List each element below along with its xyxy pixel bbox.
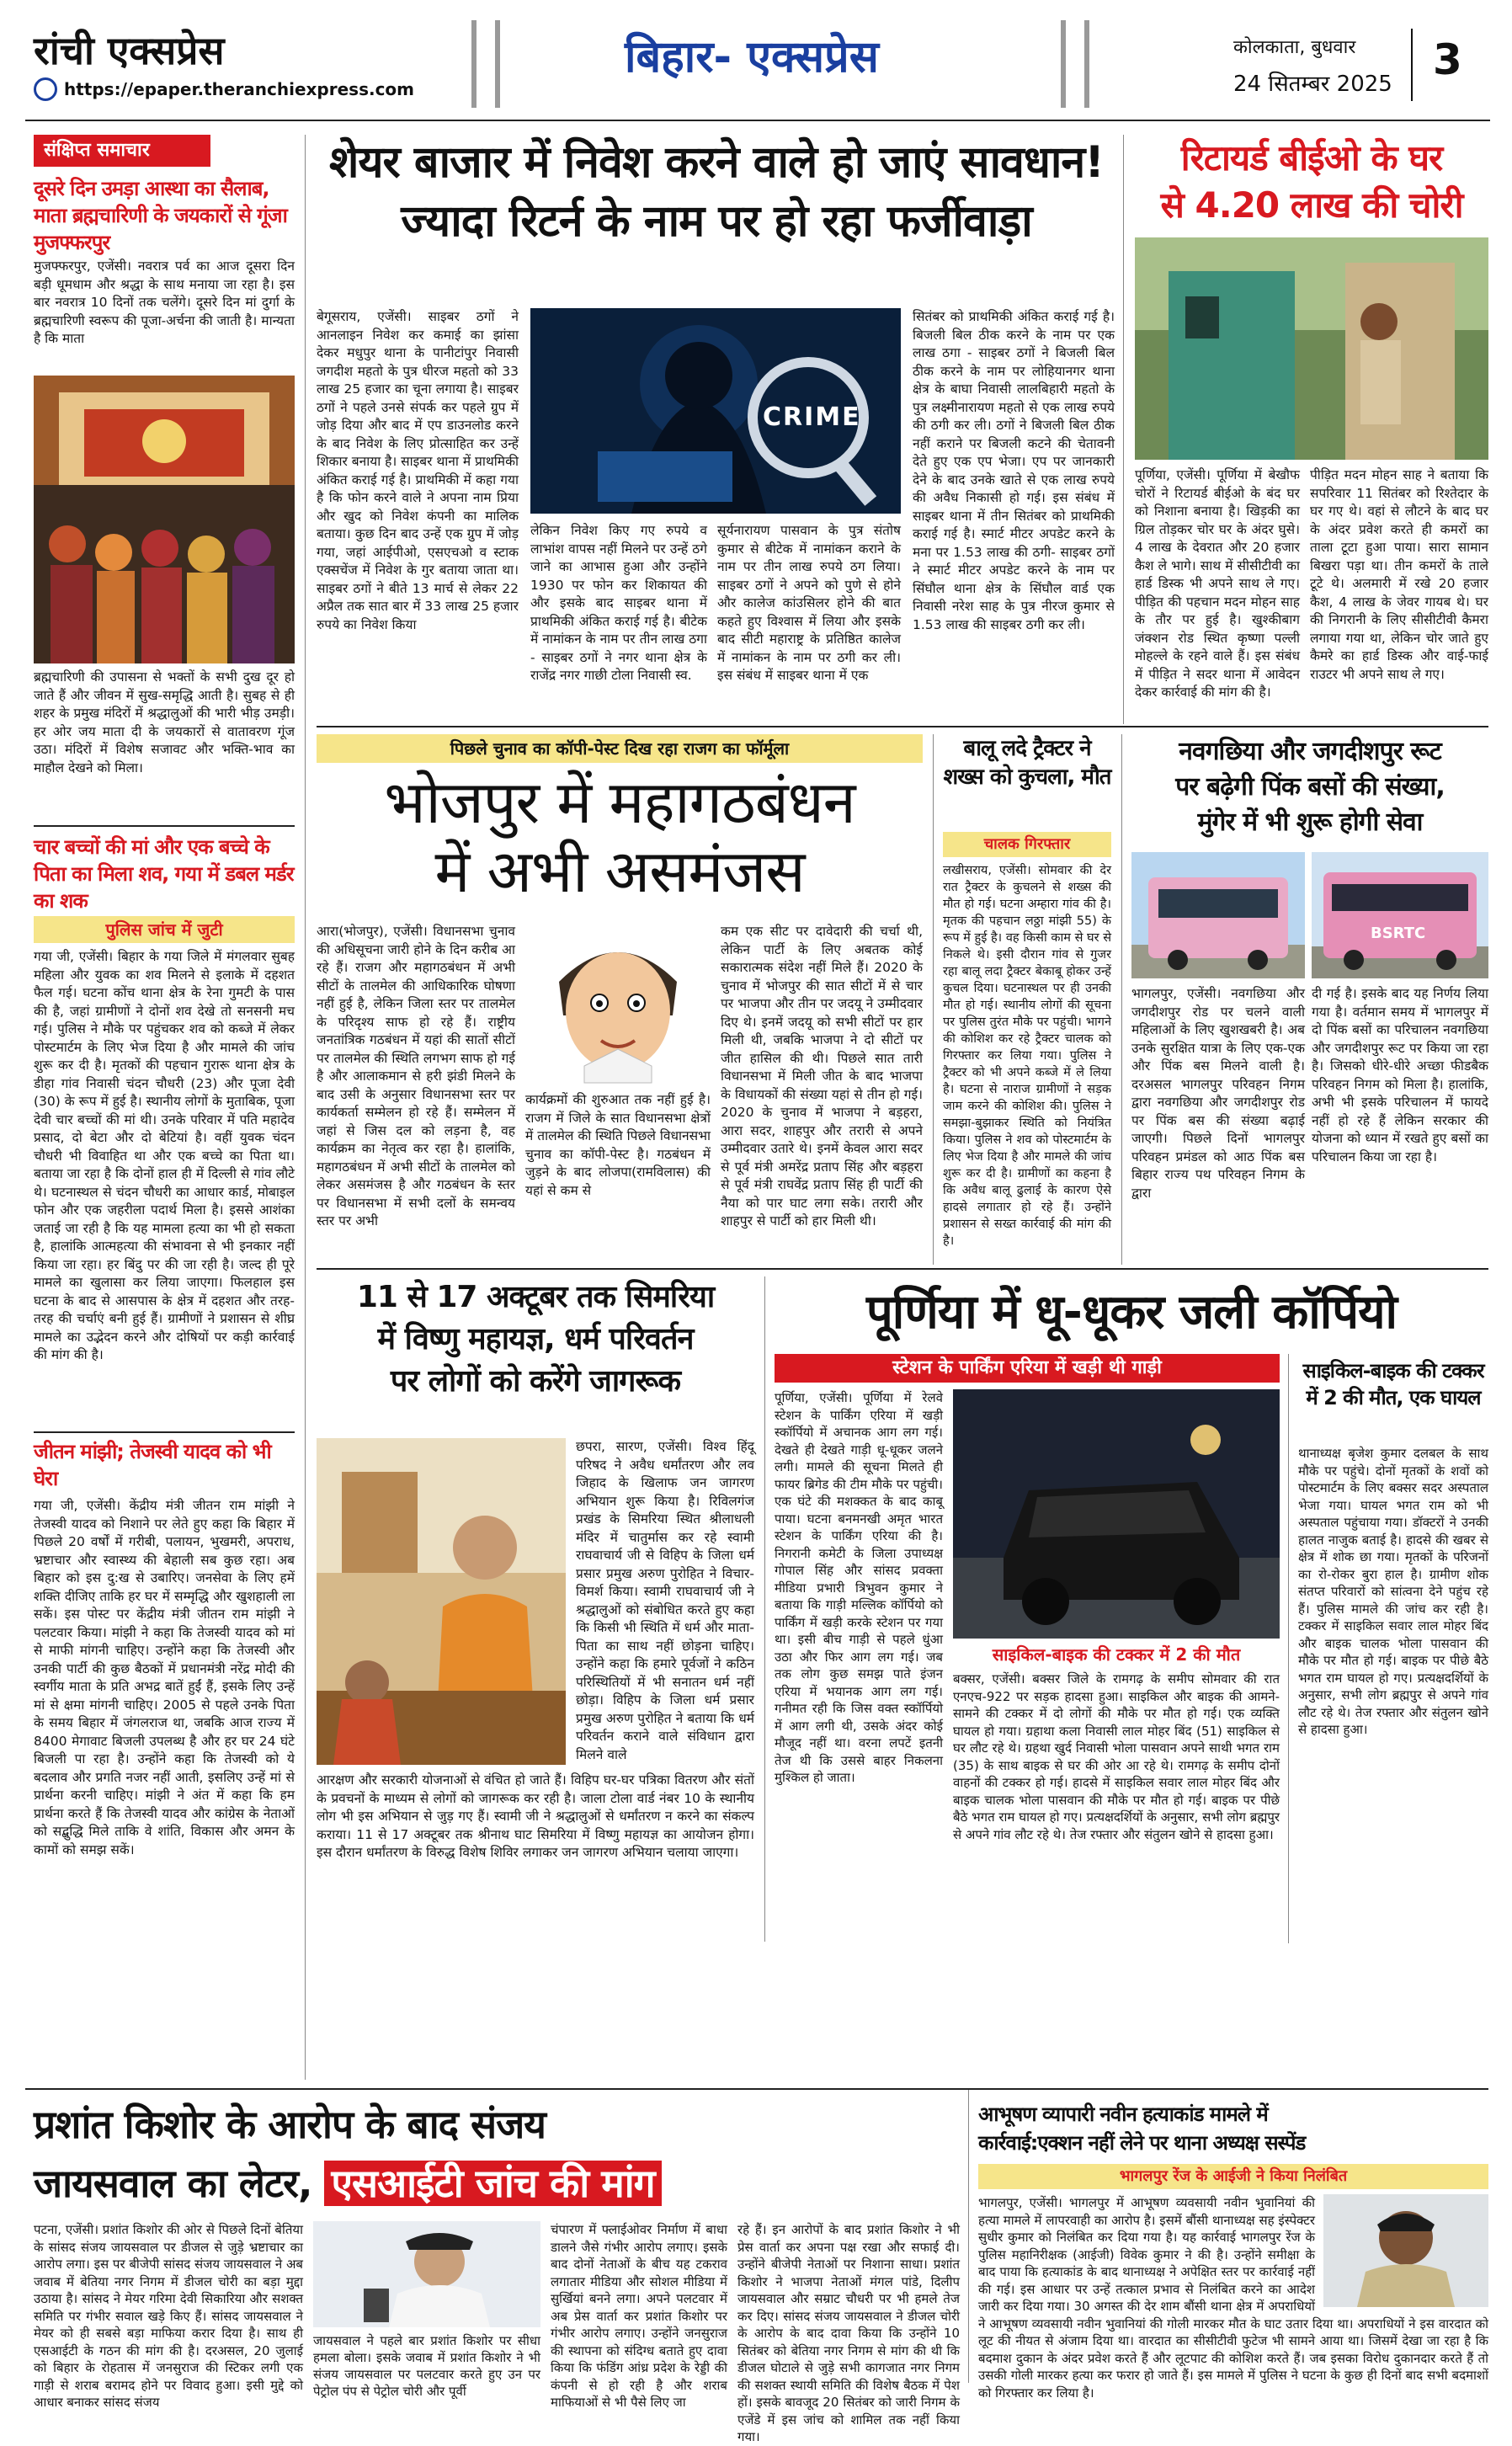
- brief-3-title: जीतन मांझी; तेजस्वी यादव को भी घेरा: [34, 1440, 271, 1490]
- tractor-tag: चालक गिरफ्तार: [943, 832, 1111, 857]
- brief-label: संक्षिप्त समाचार: [34, 135, 210, 167]
- brief-3-body: गया जी, एजेंसी। केंद्रीय मंत्री जीतन राम मांझी ने तेजस्वी यादव को निशाने पर लेते हुए कहा कि बिहार में पिछले 20 वर्षों में गरीबी, पलायन, भुखमरी, अपराध, भ्रष्टाचार और स्वास्थ्य की बेहाली सब कुछ रहा। अब बिहार को इस दु:ख से उबारिए। जनसेवा के लिए हमें शक्ति दीजिए ताकि हर घर में सम्मृद्धि और खुशहाली ला सकें। इस पोस्ट पर केंद्रीय मंत्री जीतन राम मांझी ने पलटवार किया। मांझी ने कहा कि तेजस्वी यादव को मां से माफी मांगनी चाहिए। उन्होंने कहा कि तेजस्वी और उनकी पार्टी की कुछ बैठकों में प्रधानमंत्री नरेंद्र मोदी की स्वर्गीय माता के प्रति अभद्र बातें हुईं हैं, इसके लिए उन्हें मां से क्षमा मांगनी चाहिए। 2005 से पहले उनके पिता के समय बिहार में जंगलराज था, जबकि आज राज्य में 8400 मेगावाट बिजली उपलब्ध है और हर घर 24 घंटे बिजली पा रहा है। उन्होंने कहा कि तेजस्वी को ये बदलाव और प्रगति नजर नहीं आती, इसलिए उन्हें मां से प्रार्थना करनी चाहिए। मांझी ने अंत में कहा कि हम प्रार्थना करते हैं कि तेजस्वी यादव और कांग्रेस के नेताओं को सद्बुद्धि मिले ताकि वे शांति, विकास और अमन के कामों को समझ सकें।: [34, 1498, 295, 1857]
- purnia-body: पूर्णिया, एजेंसी। पूर्णिया में रेलवे स्टेशन के पार्किंग एरिया में खड़ी स्कॉर्पियो में अचानक आग लग गई। देखते ही देखते गाड़ी धू-धूकर जलने लगी। मामले की सूचना मिलते ही फायर ब्रिगेड की टीम मौके पर पहुंची। एक घंटे की मशक्कत के बाद काबू पाया। घटना बनमनखी अमृत भारत स्टेशन के पार्किंग एरिया की है। निगरानी कमेटी के जिला उपाध्यक्ष गोपाल सिंह और सांसद प्रवक्ता मीडिया प्रभारी त्रिभुवन कुमार ने बताया कि गाड़ी मल्लिक कॉर्पियो को पार्किंग में खड़ी करके स्टेशन पर गया था। इसी बीच गाड़ी से पहले धुंआ उठा और फिर आग लग गई। जब तक लोग कुछ समझ पाते इंजन एरिया में भयानक आग लग गई। गनीमत रही कि जिस वक्त स्कॉर्पियो में आग लगी थी, उसके अंदर कोई मौजूद नहीं था। वरना लपटें इतनी तेज थी कि उससे बाहर निकलना मुश्किल हो जाता।: [775, 1390, 943, 1785]
- bus-col-1: भागलपुर, एजेंसी। नवगछिया और जगदीशपुर रोड पर चलने वाली महिलाओं के लिए खुशखबरी है। अब उनके सुरक्षित यात्रा के लिए एक-एक और पिंक बस मिलने वाली है। दरअसल भागलपुर परिवहन निगम द्वारा नवगछिया और जगदीशपुर रोड पर पिंक बस की संख्या बढ़ाई जाएगी। पिछले दिनों भागलपुर परिवहन प्रमंडल को आठ पिंक बस बिहार राज्य पथ परिवहन निगम के द्वारा: [1131, 986, 1305, 1201]
- bjp-headline-2: में अभी असमंजस: [434, 837, 805, 906]
- pk-col-3: रहे हैं। इन आरोपों के बाद प्रशांत किशोर ने भी प्रेस वार्ता कर अपना पक्ष रखा और सफाई दी। उन्होंने बीजेपी नेताओं पर निशाना साधा। प्रशांत किशोर ने भाजपा नेताओं मंगल पांडे, दिलीप जायसवाल और सम्राट चौधरी पर भी हमले तेज कर दिए। सांसद संजय जायसवाल ने डीजल चोरी के आरोप के बाद दावा किया कि उन्होंने 10 सितंबर को बेतिया नगर निगम से मांग की थी कि डीजल घोटाले से जुड़े सभी कागजात नगर निगम की सशक्त स्थायी समिति की विशेष बैठक में पेश हों। इसके बावजूद 20 सितंबर को जारी निगम के एजेंडे में इस जांच को शामिल तक नहीं किया गया।: [737, 2222, 960, 2444]
- masthead-logo: रांची एक्सप्रेस: [34, 28, 225, 73]
- divider-bar-right: [1061, 20, 1089, 108]
- bjp-headline-1: भोजपुर में महागठबंधन: [384, 768, 855, 837]
- jewel-tag: भागलपुर रेंज के आईजी ने किया निलंबित: [978, 2164, 1488, 2189]
- tractor-body: लखीसराय, एजेंसी। सोमवार की देर रात ट्रैक्टर के कुचलने से शख्स की मौत हो गई। घटना अम्हारा गांव की है। मृतक की पहचान लठ्ठा मांझी 55) के रूप में हुई है। वह किसी काम से घर से निकले थे। इसी दौरान गांव से गुजर रहा बालू लदा ट्रैक्टर बेकाबू होकर उन्हें कुचल दिया। घटनास्थल पर ही उनकी मौत हो गई। स्थानीय लोगों की सूचना पर पुलिस तुरंत मौके पर पहुंची। भागने की कोशिश कर रहे ट्रैक्टर चालक को गिरफ्तार कर लिया गया। पुलिस ने ट्रैक्टर को भी अपने कब्जे में ले लिया है। घटना से नाराज ग्रामीणों ने सड़क जाम करने की कोशिश की। पुलिस ने समझा-बुझाकर स्थिति को नियंत्रित किया। पुलिस ने शव को पोस्टमार्टम के लिए भेज दिया है और मामले की जांच शुरू कर दी है। ग्रामीणों का कहना है कि अवैध बालू ढुलाई के कारण ऐसे हादसे लगातार हो रहे हैं। उन्होंने प्रशासन से सख्त कार्रवाई की मांग की है।: [943, 864, 1111, 1248]
- simaria-headline-2: में विष्णु महायज्ञ, धर्म परिवर्तन: [377, 1322, 694, 1356]
- pk-col-1: पटना, एजेंसी। प्रशांत किशोर की ओर से पिछले दिनों बेतिया के सांसद संजय जायसवाल पर डीजल से जुड़े भ्रष्टाचार का आरोप लगा। इस पर बीजेपी सांसद संजय जायसवाल ने अब जवाब में बेतिया नगर निगम में डीजल चोरी का बड़ा मुद्दा उठाया है। सांसद ने मेयर गरिमा देवी सिकारिया और सशक्त समिति पर गंभीर सवाल खड़े किए हैं। सांसद जायसवाल ने मेयर को ही सबसे बड़ा माफिया करार दिया है। साथ ही एसआईटी के गठन की मांग की है। दरअसल, 20 जुलाई को बिहार के रोहतास में जनसुराज की स्टिकर लगी एक गाड़ी से शराब बरामद होने पर विवाद हुआ। इसी मुद्दे को आधार बनाकर सांसद संजय: [34, 2222, 303, 2410]
- brief-2-title: चार बच्चों की मां और एक बच्चे के पिता का मिला शव, गया में डबल मर्डर का शक: [34, 835, 294, 913]
- cycle-headline: साइकिल-बाइक की टक्कर में 2 की मौत, एक घायल: [1302, 1359, 1484, 1410]
- bjp-col-1: आरा(भोजपुर), एजेंसी। विधानसभा चुनाव की अधिसूचना जारी होने के दिन करीब आ रहे हैं। राजग और महागठबंधन में अभी सीटों के तालमेल की आधिकारिक घोषणा नहीं हुई है, लेकिन जिला स्तर पर तालमेल के परिदृश्य साफ हो रहे हैं। राष्ट्रीय जनतांत्रिक गठबंधन में यहां की सातों सीटों पर तालमेल की स्थिति लगभग साफ हो गई है और आलाकमान से हरी झंडी मिलने के बाद उसी के अनुसार विधानसभा स्तर पर कार्यकर्ता सम्मेलन हो रहे हैं। सम्मेलन में जहां से जिस दल को लड़ना है, वह कार्यक्रम का नेतृत्व कर रहा है। हालांकि, महागठबंधन में अभी सीटों के तालमेल को लेकर असमंजस है और गठबंधन के स्तर पर विधानसभा में सभी दलों के समन्वय स्तर पर अभी: [317, 924, 515, 1228]
- share-col-2: लेकिन निवेश किए गए रुपये व लाभांश वापस नहीं मिलने पर उन्हें ठगे जाने का आभास हुआ और उन्होंने 1930 पर फोन कर शिकायत की और इसके बाद साइबर थाना में प्राथमिकी अंकित कराई गई है। बीटेक में नामांकन के नाम पर तीन लाख ठगा - साइबर ठगों ने नगर थाना क्षेत्र के राजेंद्र नगर गाछी टोला निवासी स्व.: [530, 523, 707, 683]
- pk-headline-2b: एसआईटी जांच की मांग: [324, 2161, 661, 2206]
- brief-2-tag: पुलिस जांच में जुटी: [34, 916, 295, 943]
- divider-bar-left: [471, 20, 500, 108]
- simaria-col-1: छपरा, सारण, एजेंसी। विश्व हिंदू परिषद ने अवैध धर्मांतरण और लव जिहाद के खिलाफ जन जागरण अभियान शुरू किया है। रिविलगंज प्रखंड के सिमरिया स्थित श्रीलाधली मंदिर में चातुर्मास कर रहे स्वामी राघवाचार्य जी से विहिप के जिला धर्म प्रसार प्रमुख अरुण पुरोहित ने विचार-विमर्श किया। स्वामी राघवाचार्य जी ने श्रद्धालुओं को संबोधित करते हुए कहा कि किसी भी स्थिति में धर्म और माता-पिता का साथ नहीं छोड़ना चाहिए। उन्होंने कहा कि हमारे पूर्वजों ने कठिन परिस्थितियों में भी सनातन धर्म नहीं छोड़ा। विहिप के जिला धर्म प्रसार प्रमुख अरुण पुरोहित ने बताया कि धर्म परिवर्तन कराने वाले संविधान द्वारा मिलने वाले: [576, 1439, 754, 1762]
- share-col-1: बेगूसराय, एजेंसी। साइबर ठगों ने आनलाइन निवेश कर कमाई का झांसा देकर मधुपुर थाना के पानीटांपुर निवासी जगदीश महतो के पुत्र धीरज महतो को 33 लाख 25 हजार का चूना लगाया है। साइबर ठगों ने पहले उनसे संपर्क कर पहले ग्रुप में जोड़ दिया और बाद में एप डाउनलोड करने के बाद निवेश के लिए प्रोत्साहित कर उन्हें शिकार बनाया है। साइबर थाना में प्राथमिकी अंकित कराई गई है। प्राथमिकी में कहा गया है कि फोन करने वाले ने अपना नाम प्रिया और खुद को निवेश कंपनी का मालिक बताया। कुछ दिन बाद उन्हें एक ग्रुप में जोड़ गया, जहां आईपीओ, एसएचओ व स्टाक एक्सचेंज में निवेश के गुर बताया जाता था। साइबर ठगों ने बीते 13 मार्च से लेकर 22 अप्रैल तक सात बार में 33 लाख 25 हजार रुपये का निवेश किया: [317, 309, 519, 632]
- cycle-body: थानाध्यक्ष बृजेश कुमार दलबल के साथ मौके पर पहुंचे। दोनों मृतकों के शवों को पोस्टमार्टम के लिए बक्सर सदर अस्पताल भेजा गया। घायल भगत राम को भी अस्पताल पहुंचाया गया। डॉक्टरों ने उनकी हालत नाजुक बताई है। हादसे की खबर से क्षेत्र में शोक छा गया। मृतकों के परिजनों का रो-रोकर बुरा हाल है। ग्रामीण शोक संतप्त परिवारों को सांत्वना देने पहुंच रहे हैं। पुलिस मामले की जांच कर रही है। टक्कर में साइकिल सवार लाल मोहर बिंद और बाइक चालक भोला पासवान की मौके पर मौत हो गई। बाइक पर पीछे बैठे भगत राम घायल हो गए। प्रत्यक्षदर्शियों के अनुसार, सभी लोग ब्रह्मपुर से अपने गांव लौट रहे थे। तेज रफ्तार और संतुलन खोने से हादसा हुआ।: [1298, 1446, 1488, 1737]
- tractor-headline: बालू लदे ट्रैक्टर ने शख्स को कुचला, मौत: [943, 736, 1111, 790]
- bus-col-2: दी गई है। इसके बाद यह निर्णय लिया गया है। वर्तमान समय में भागलपुर में दो पिंक बसों का परिचालन नवगछिया और जगदीशपुर रूट पर किया जा रहा है। जिसको धीरे-धीरे अच्छा फीडबैक परिवहन निगम को मिला है। हालांकि, अभी भी इसके परिचालन में फायदे नहीं हो रहे हैं लेकिन सरकार की योजना को ध्यान में रखते हुए बसों का परिचालन किया जा रहा है।: [1312, 986, 1488, 1164]
- simaria-col-2: आरक्षण और सरकारी योजनाओं से वंचित हो जाते हैं। विहिप घर-घर पत्रिका वितरण और संतों के प्रवचनों के माध्यम से लोगों को जागरूक कर रही है। जाला टोला वार्ड नंबर 10 के स्थानीय लोग भी इस अभियान से जुड़ गए हैं। स्वामी जी ने श्रद्धालुओं से धर्मांतरण न करने का संकल्प कराया। 11 से 17 अक्टूबर तक श्रीनाथ घाट सिमरिया में विष्णु महायज्ञ का आयोजन होगा। इस दौरान धर्मांतरण के विरुद्ध विशेष शिविर लगाकर जन जागरण अभियान चलाया जाएगा।: [317, 1772, 754, 1860]
- bjp-col-2: कम एक सीट पर दावेदारी की चर्चा थी, लेकिन पार्टी के लिए अबतक कोई सकारात्मक संदेश नहीं मिले हैं। 2020 के चुनाव में भोजपुर की सात सीटों में से चार पर भाजपा और तीन पर जदयू ने उम्मीदवार दिए थे। इनमें जदयू को सभी सीटों पर हार मिली थी, जबकि भाजपा ने दो सीटों पर जीत हासिल की थी। पिछले सात तारी विधानसभा में मिली जीत के बाद भाजपा के विधायकों की संख्या यहां से तीन हो गई। 2020 के चुनाव में भाजपा ने बड़हरा, आरा सदर, शाहपुर और तरारी से अपने उम्मीदवार उतारे थे। इनमें केवल आरा सदर से पूर्व मंत्री अमरेंद्र प्रताप सिंह और बड़हरा से पूर्व मंत्री राघवेंद्र प्रताप सिंह ही पार्टी की नैया को पार घाट लगा सके। तरारी और शाहपुर से पार्टी को हार मिली थी।: [721, 924, 923, 1228]
- bjp-top-strip: पिछले चुनाव का कॉपी-पेस्ट दिख रहा राजग का फॉर्मूला: [317, 734, 923, 763]
- pk-headline-2a: जायसवाल का लेटर,: [34, 2161, 325, 2206]
- pk-headline-2: [34, 2156, 960, 2211]
- swami-photo: [317, 1438, 566, 1765]
- purnia-strip: स्टेशन के पार्किंग एरिया में खड़ी थी गाड़ी: [775, 1354, 1280, 1383]
- brief-1-body: मुजफ्फरपुर, एजेंसी। नवरात्र पर्व का आज दूसरा दिन बड़ी धूमधाम और श्रद्धा के साथ मनाया जा रहा है। इस बार नवरात्र 10 दिनों तक चलेंगे। दूसरे दिन मां दुर्गा के ब्रह्मचारिणी स्वरूप की पूजा-अर्चना की जाती है। मान्यता है कि माता: [34, 258, 295, 346]
- jewel-headline-2: कार्रवाई:एक्शन नहीं लेने पर थाना अध्यक्ष सस्पेंड: [978, 2131, 1306, 2155]
- pk-caption: जायसवाल ने पहले बार प्रशांत किशोर पर सीधा हमला बोला। इसके जवाब में प्रशांत किशोर ने भी संजय जायसवाल पर पलटवार करते हुए उन पर पेट्रोल पंप से पेट्रोल चोरी और पूर्वी: [313, 2333, 540, 2399]
- crime-label: CRIME: [763, 402, 861, 432]
- caricature: [525, 923, 711, 1083]
- masthead-city: कोलकाता, बुधवार: [1233, 37, 1356, 58]
- theft-photo: [1135, 237, 1488, 460]
- brief-1-title: दूसरे दिन उमड़ा आस्था का सैलाब, माता ब्रह्मचारिणी के जयकारों से गूंजा मुजफ्फरपुर: [34, 177, 287, 254]
- globe-icon: [34, 77, 57, 101]
- retired-col-1: पूर्णिया, एजेंसी। पूर्णिया में बेखौफ चोरों ने रिटायर्ड बीईओ के बंद घर को निशाना बनाया है। खिड़की का ग्रिल तोड़कर चोर घर के अंदर घुसे। 4 लाख के देवरात और 20 हजार कैश ले भागे। साथ में सीसीटीवी का हार्ड डिस्क भी अपने साथ ले गए। पीड़ित की पहचान मदन मोहन साह के तौर पर हुई है। खुश्कीबाग जंक्शन रोड स्थित कृष्णा पल्ली मोहल्ले के रहने वाले हैं। इस संबंध में पीड़ित ने सदर थाना में आवेदन देकर कार्रवाई की मांग की है।: [1135, 467, 1300, 700]
- jewel-body: भागलपुर, एजेंसी। भागलपुर में आभूषण व्यवसायी नवीन भुवानियां की हत्या मामले में लापरवाही का आरोप है। इसमें बौंसी थानाध्यक्ष सह इंस्पेक्टर सुधीर कुमार को निलंबित कर दिया गया है। यह कार्रवाई भागलपुर रेंज के पुलिस महानिरीक्षक (आईजी) विवेक कुमार ने की है। उन्होंने समीक्षा के बाद पाया कि हत्याकांड के बाद थानाध्यक्ष ने अपेक्षित स्तर पर कार्रवाई नहीं की गई। इस आधार पर उन्हें तत्काल प्रभाव से निलंबित करने का आदेश जारी कर दिया गया। 30 अगस्त की देर शाम बौंसी थाना क्षेत्र में अपराधियों ने आभूषण व्यवसायी नवीन भुवानियां की गोली मारकर मौत के घाट उतार दिया था। अपराधियों ने इस वारदात को लूट की नीयत से अंजाम दिया था। वारदात का सीसीटीवी फुटेज भी सामने आया था। जिसमें देखा जा रहा है कि बदमाश दुकान के अंदर प्रवेश करते हैं और लूटपाट की कोशिश करते हैं। जब इसका विरोध दुकानदार करते हैं तो उसकी गोली मारकर हत्या कर फरार हो जाते हैं। इस मामले में पुलिस ने घटना के कुछ ही दिनों बाद सभी बदमाशों को गिरफ्तार कर लिया है।: [978, 2195, 1488, 2401]
- burnt-car-photo: [953, 1389, 1280, 1639]
- retired-headline-1: रिटायर्ड बीईओ के घर: [1180, 137, 1443, 179]
- masthead-url[interactable]: https://epaper.theranchiexpress.com: [64, 79, 415, 99]
- temple-photo: [34, 376, 295, 663]
- section-title: बिहार- एक्सप्रेस: [625, 32, 879, 83]
- sanjay-photo: [313, 2221, 540, 2327]
- bus-label: BSRTC: [1371, 925, 1426, 942]
- pink-bus-photo-1: [1131, 852, 1305, 978]
- share-col-4: सितंबर को प्राथमिकी अंकित कराई गई है। बिजली बिल ठीक करने के नाम पर एक लाख ठगा - साइबर ठगों ने बिजली बिल ठीक करने के नाम पर लोहियानगर थाना क्षेत्र के बाघा निवासी लालबिहारी महतो के पुत्र लक्ष्मीनारायण महतो से एक लाख रुपये की ठगी कर ली। ठगों ने बिजली बिल ठीक नहीं कराने पर बिजली कटने की चेतावनी देते हुए एक एप भेजा। एप पर जानकारी देने के बाद उनके खाते से एक लाख रुपये की अवैध निकासी हो गई। इस संबंध में साइबर थाना में तीन सितंबर को प्राथमिकी कराई गई है। स्मार्ट मीटर अपडेट करने के मना पर 1.53 लाख की ठगी- साइबर ठगों ने स्मार्ट मीटर अपडेट करने के नाम पर सिंघौल थाना क्षेत्र के सिंघौल वार्ड एक निवासी नरेश साह के पुत्र नीरज कुमार से 1.53 लाख की साइबर ठगी कर ली।: [913, 309, 1115, 632]
- simaria-headline-1: 11 से 17 अक्टूबर तक सिमरिया: [356, 1280, 715, 1314]
- jewel-headline-1: आभूषण व्यापारी नवीन हत्याकांड मामले में: [978, 2102, 1268, 2126]
- simaria-headline-3: पर लोगों को करेंगे जागरूक: [390, 1364, 681, 1399]
- retired-col-2: पीड़ित मदन मोहन साह ने बताया कि सपरिवार 11 सितंबर को रिश्तेदार के घर गए थे। वहां से लौटने के बाद घर के अंदर प्रवेश करते ही कमरों का ताला टूटा हुआ पाया। सारा सामान बिखरा पड़ा था। तीन कमरों के ताले टूटे थे। अलमारी में रखे 20 हजार कैश, 4 लाख के जेवर गायब थे। घर की निगरानी के लिए सीसीटीवी कैमरा लगाया गया था, लेकिन चोर जाते हुए कैमरे का हार्ड डिस्क और वाई-फाई राउटर भी अपने साथ ले गए।: [1310, 467, 1488, 682]
- brief-1-body-2: ब्रह्मचारिणी की उपासना से भक्तों के सभी दुख दूर हो जाते हैं और जीवन में सुख-समृद्धि आती है। सुबह से ही शहर के प्रमुख मंदिरों में श्रद्धालुओं की भारी भीड़ उमड़ी। हर ओर जय माता दी के जयकारों से वातावरण गूंज उठा। मंदिरों में विशेष सजावट और भक्ति-भाव का माहौल देखने को मिला।: [34, 669, 295, 775]
- brief-2-body: गया जी, एजेंसी। बिहार के गया जिले में मंगलवार सुबह महिला और युवक का शव मिलने से इलाके में दहशत फैल गई। घटना कोंच थाना क्षेत्र के रेना गुमटी के पास की है, जहां ग्रामीणों ने दोनों शव देखे तो सनसनी मच गई। पुलिस ने मौके पर पहुंचकर शव को कब्जे में लेकर पोस्टमार्टम के लिए भेज दिया है और मामले की जांच शुरू कर दी है। मृतकों की पहचान गुरारू थाना क्षेत्र के डीहा गांव निवासी चंदन चौधरी (23) और पूजा देवी (30) के रूप में हुई है। स्थानीय लोगों के मुताबिक, पूजा देवी चार बच्चों की मां थी। उनके परिवार में पति महादेव प्रसाद, दो बेटा और दो बेटियां है। वहीं युवक चंदन चौधरी भी विवाहित था और एक बच्चे का पिता था। बताया जा रहा है कि दोनों हाल ही में दिल्ली से गांव लौटे थे। घटनास्थल से चंदन चौधरी का आधार कार्ड, मोबाइल फोन और एक जहरीला पदार्थ मिला है। इससे आशंका जताई जा रही है कि यह मामला हत्या का भी हो सकता है, हालांकि आत्महत्या की संभावना से भी इनकार नहीं किया जा रहा। हर बिंदु पर की जा रही है। जल्द ही पूरे मामले का खुलासा कर लिया जाएगा। फिलहाल इस घटना के बाद से आसपास के क्षेत्र में दहशत और तरह-तरह की चर्चाएं बनी हुई हैं। ग्रामीणों ने प्रशासन से शीघ्र मामले का उद्भेदन करने और दोषियों पर कड़ी कार्रवाई की मांग की है।: [34, 949, 295, 1362]
- page-divider: [1411, 29, 1413, 101]
- purnia-caption: साइकिल-बाइक की टक्कर में 2 की मौत: [992, 1644, 1241, 1665]
- bus-headline-3: मुंगेर में भी शुरू होगी सेवा: [1197, 807, 1423, 837]
- masthead: [0, 0, 1512, 118]
- bus-headline-2: पर बढ़ेगी पिंक बसों की संख्या,: [1175, 772, 1445, 802]
- share-headline-2: ज्यादा रिटर्न के नाम पर हो रहा फर्जीवाड़ा: [401, 196, 1032, 247]
- crime-image: [530, 308, 901, 514]
- bjp-caption: कार्यक्रमों की शुरुआत तक नहीं हुई है। राजग में जिले के सात विधानसभा क्षेत्रों में तालमेल की स्थिति पिछले विधानसभा चुनाव का कॉपी-पेस्ट है। गठबंधन में जुड़ने के बाद लोजपा(रामविलास) की यहां से कम से: [525, 1092, 711, 1198]
- purnia-cap-body: बक्सर, एजेंसी। बक्सर जिले के रामगढ़ के समीप सोमवार की रात एनएच-922 पर सड़क हादसा हुआ। साइकिल और बाइक की आमने-सामने की टक्कर में दो लोगों की मौके पर मौत हो गई। एक व्यक्ति घायल हो गया। ग्रहाथा कला निवासी लाल मोहर बिंद (51) साइकिल से घर लौट रहे थे। ग्रहथा खुर्द निवासी भोला पासवान अपने साथी भगत राम (35) के साथ बाइक से घर की ओर आ रहे थे। रामगढ़ के समीप दोनों वाहनों की टक्कर हो गई। हादसे में साइकिल सवार लाल मोहर बिंद और बाइक चालक भोला पासवान की मौके पर मौत हो गई। बाइक पर पीछे बैठे भगत राम घायल हो गए। प्रत्यक्षदर्शियों के अनुसार, सभी लोग ब्रह्मपुर से अपने गांव लौट रहे थे। तेज रफ्तार और संतुलन खोने से हादसा हुआ।: [953, 1671, 1280, 1842]
- share-headline-1: शेयर बाजार में निवेश करने वाले हो जाएं सावधान!: [329, 137, 1104, 188]
- retired-headline-2: से 4.20 लाख की चोरी: [1160, 184, 1463, 226]
- share-col-3: सूर्यनारायण पासवान के पुत्र संतोष कुमार से बीटेक में नामांकन कराने के नाम पर तीन लाख रुपये ठग लिया। साइबर ठगों ने अपने को पुणे से होने और कालेज कांउसिलर होने की बात कहते हुए विश्वास में लिया और इसके बाद सीटी महाराष्ट्र के प्रतिष्ठित कालेज में नामांकन के नाम पर ठगी कर ली। इस संबंध में साइबर थाना में एक: [717, 523, 901, 683]
- page-number: 3: [1433, 35, 1461, 84]
- pk-headline-1: प्रशांत किशोर के आरोप के बाद संजय: [34, 2102, 546, 2147]
- masthead-date: 24 सितम्बर 2025: [1233, 72, 1392, 97]
- pk-col-2: चंपारण में फ्लाईओवर निर्माण में बाधा डालने जैसे गंभीर आरोप लगाए। इसके बाद दोनों नेताओं के बीच यह टकराव लगातार मीडिया और सोशल मीडिया में सुर्खियां बनने लगा। अपने पलटवार में अब प्रेस वार्ता कर प्रशांत किशोर पर गंभीर आरोप लगाए। उन्होंने जनसुराज की स्थापना को संदिग्ध बताते हुए दावा किया कि फंडिंग आंध्र प्रदेश के रेड्डी की कंपनी से हो रही है और शराब माफियाओं से भी पैसे लिए जा: [551, 2222, 727, 2410]
- pink-bus-photo-2: [1312, 852, 1488, 978]
- purnia-headline: पूर्णिया में धू-धूकर जली कॉर्पियो: [865, 1285, 1398, 1340]
- bus-headline-1: नवगछिया और जगदीशपुर रूट: [1179, 737, 1441, 766]
